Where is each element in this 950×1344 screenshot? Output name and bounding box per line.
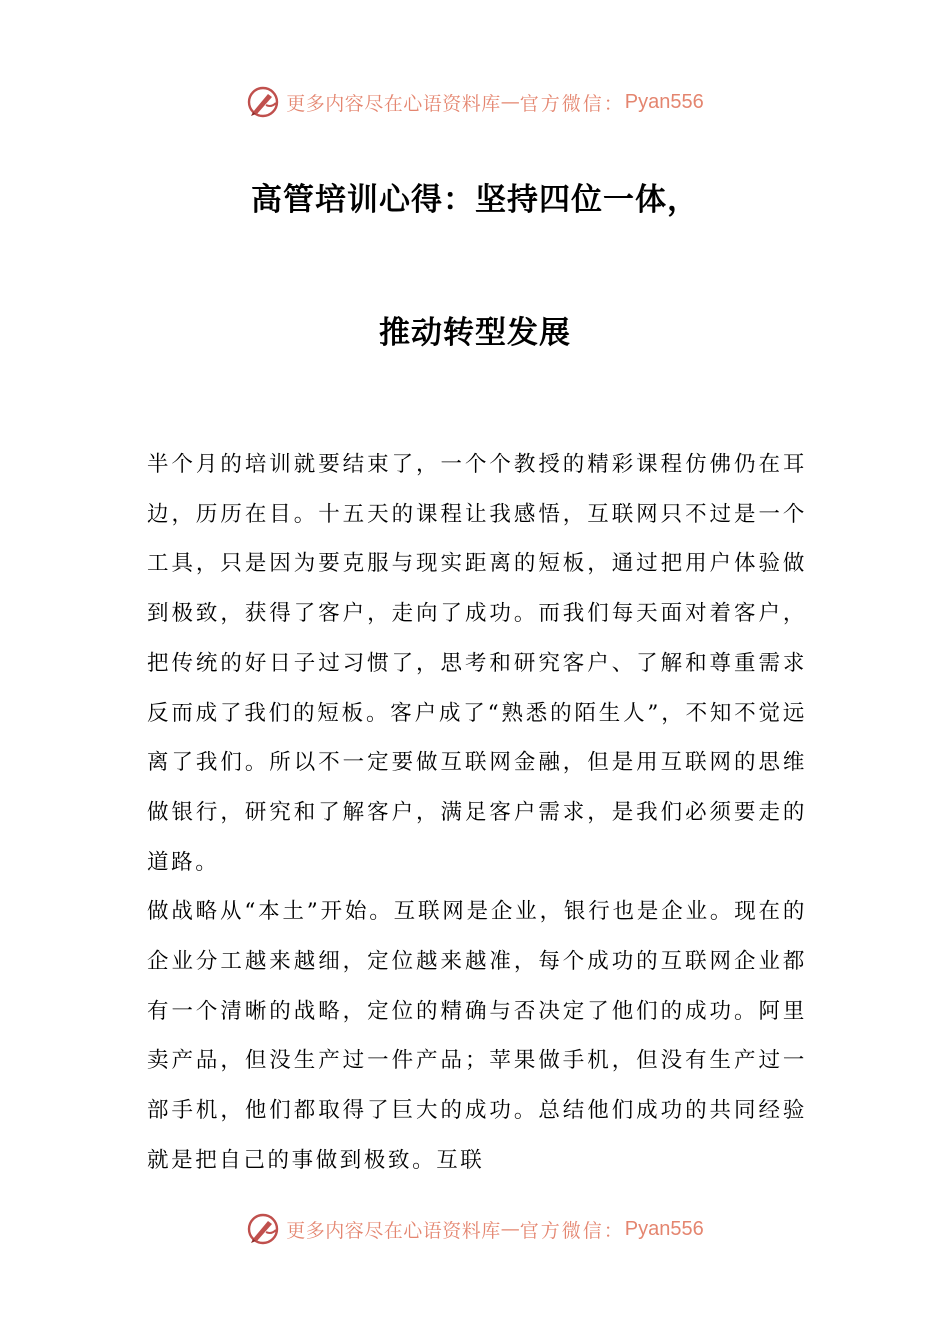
banner-separator: — [500, 91, 520, 113]
body-paragraph: 做战略从“本土”开始。互联网是企业，银行也是企业。现在的企业分工越来越细，定位越来越准，每个成功的互联网企业都有一个清晰的战略，定位的精确与否决定了他们的成功。阿里卖产品，但没生产过一件产品；苹果做手机，但没有生产过一部手机，他们都取得了巨大的成功。总结他们成功的共同经验就是把自己的事做到极致。互联 [147, 899, 807, 1173]
body-paragraph: 半个月的培训就要结束了，一个个教授的精彩课程仿佛仍在耳边，历历在目。十五天的课程让我感悟，互联网只不过是一个工具，只是因为要克服与现实距离的短板，通过把用户体验做到极致，获得了客户，走向了成功。而我们每天面对着客户，把传统的好日子过习惯了，思考和研究客户、了解和尊重需求反而成了我们的短板。客户成了“熟悉的陌生人”，不知不觉远离了我们。所以不一定要做互联网金融，但是用互联网的思维做银行，研究和了解客户，满足客户需求，是我们必须要走的道路。 [147, 452, 807, 875]
pen-logo-icon [246, 85, 280, 119]
footer-watermark-banner [0, 1209, 950, 1249]
banner-wechat-label: 官方微信： [519, 92, 625, 115]
banner-separator: — [500, 1218, 520, 1240]
document-body [147, 440, 807, 1186]
banner-text: 更多内容尽在心语资料库 [286, 1219, 501, 1242]
pen-logo-icon [246, 1212, 280, 1246]
document-title-line-2: 推动转型发展 [379, 315, 571, 351]
banner-wechat-id: Pyan556 [624, 1217, 704, 1240]
banner-wechat-label: 官方微信： [519, 1219, 625, 1242]
document-title-line-1: 高管培训心得：坚持四位一体， [251, 182, 699, 218]
banner-text: 更多内容尽在心语资料库 [286, 92, 501, 115]
banner-wechat-id: Pyan556 [624, 90, 704, 113]
header-watermark-banner [0, 82, 950, 122]
